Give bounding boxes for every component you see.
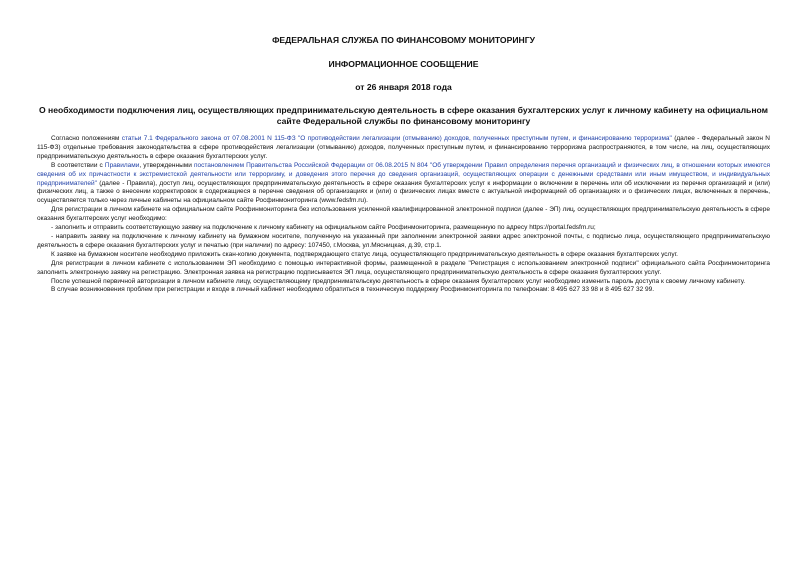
paragraph-4: - заполнить и отправить соответствующую заявку на подключение к личному кабинету на официальном сайте Росфинмониторинга, размещенную по адресу https://portal.fedsfm.ru; <box>51 224 596 232</box>
paragraph-5: - направить заявку на подключение к личному кабинету на бумажном носителе, полученную на указанный при заполнении электронной заявки адрес электронной почты, с подписью лица, осуществляющего предпринимательскую деятельность в сфере оказания бухгалтерских услуг и печатью (при наличии) по адресу: 107450, г.Москва, ул.Мясницкая, д.39, стр.1. <box>37 232 770 249</box>
document-body <box>37 35 770 295</box>
paragraph-2-text-b: , утвержденными <box>139 161 194 169</box>
law-115-fz-link[interactable]: статьи 7.1 Федерального закона от 07.08.2001 N 115-ФЗ "О противодействии легализации (отмыванию) доходов, полученных преступным путем, и финансированию терроризма" <box>121 135 672 142</box>
paragraph-3: Для регистрации в личном кабинете на официальном сайте Росфинмониторинга без использования усиленной квалифицированной электронной подписи (далее - ЭП) лиц, осуществляющих предпринимательскую деятельность в сфере оказания бухгалтерских услуг необходимо: <box>37 206 770 223</box>
paragraph-9: В случае возникновения проблем при регистрации и входе в личный кабинет необходимо обратиться в техническую поддержку Росфинмониторинга по телефонам: 8 495 627 33 98 и 8 495 627 32 99. <box>51 286 655 294</box>
document-text <box>37 135 770 295</box>
document-date: от 26 января 2018 года <box>355 82 452 92</box>
document-title: О необходимости подключения лиц, осуществляющих предпринимательскую деятельность в сфере оказания бухгалтерских услуг к личному кабинету на официальном сайте Федеральной службы по финансовому мониторингу <box>38 105 769 126</box>
paragraph-7: Для регистрации в личном кабинете с использованием ЭП необходимо с помощью интерактивной формы, размещенной в разделе "Регистрация с использованием электронной подписи" официального сайта Росфинмониторинга заполнить электронную заявку на регистрацию. Электронная заявка на регистрацию подписывается ЭП лица, осуществляющего предпринимательскую деятельность в сфере оказания бухгалтерских услуг. <box>37 259 770 276</box>
paragraph-6: К заявке на бумажном носителе необходимо приложить скан-копию документа, подтверждающего статус лица, осуществляющего предпринимательскую деятельность в сфере оказания бухгалтерских услуг. <box>51 250 678 258</box>
paragraph-1-text-b: (далее - Федеральный закон N 115-ФЗ) отдельные требования законодательства в сфере противодействия легализации (отмыванию) доходов, полученных преступным путем, и финансированию терроризма распространяются, в том числе, на лиц, осуществляющих предпринимательскую деятельность в сфере оказания бухгалтерских услуг. <box>37 135 770 160</box>
paragraph-2-text-c: (далее - Правила), доступ лиц, осуществляющих предпринимательскую деятельность в сфере оказания бухгалтерских услуг к информации о включении в перечень или об исключении из перечня организаций и (или) физических лиц, а также о внесении корректировок в содержащиеся в перечне сведения об организациях и (или) о физических лицах вместе с актуальной информацией об организациях и о физических лицах, включенных в перечень, осуществляется только через личные кабинеты на официальном сайте Росфинмониторинга (www.fedsfm.ru). <box>37 179 770 205</box>
paragraph-2-text-a: В соответствии с <box>51 161 105 169</box>
government-resolution-804-link[interactable]: постановлением Правительства Российской Федерации от 06.08.2015 N 804 "Об утверждении Правил определения перечня организаций и физических лиц, в отношении которых имеются сведения об их причастности к экстремистской деятельности или терроризму, и доведения этого перечня до сведения организаций, осуществляющих операции с денежными средствами или иным имуществом, и индивидуальных предпринимателей" <box>37 161 770 187</box>
paragraph-1-text-a: Согласно положениям <box>51 135 122 142</box>
agency-header: ФЕДЕРАЛЬНАЯ СЛУЖБА ПО ФИНАНСОВОМУ МОНИТОРИНГУ <box>272 35 535 45</box>
document-type: ИНФОРМАЦИОННОЕ СООБЩЕНИЕ <box>328 59 479 69</box>
paragraph-8: После успешной первичной авторизации в личном кабинете лицу, осуществляющему предпринимательскую деятельность в сфере оказания бухгалтерских услуг необходимо изменить пароль доступа к своему личному кабинету. <box>51 277 746 285</box>
rules-link[interactable]: Правилами <box>104 161 140 169</box>
paragraph-2 <box>37 162 770 207</box>
paragraph-1 <box>37 135 770 162</box>
